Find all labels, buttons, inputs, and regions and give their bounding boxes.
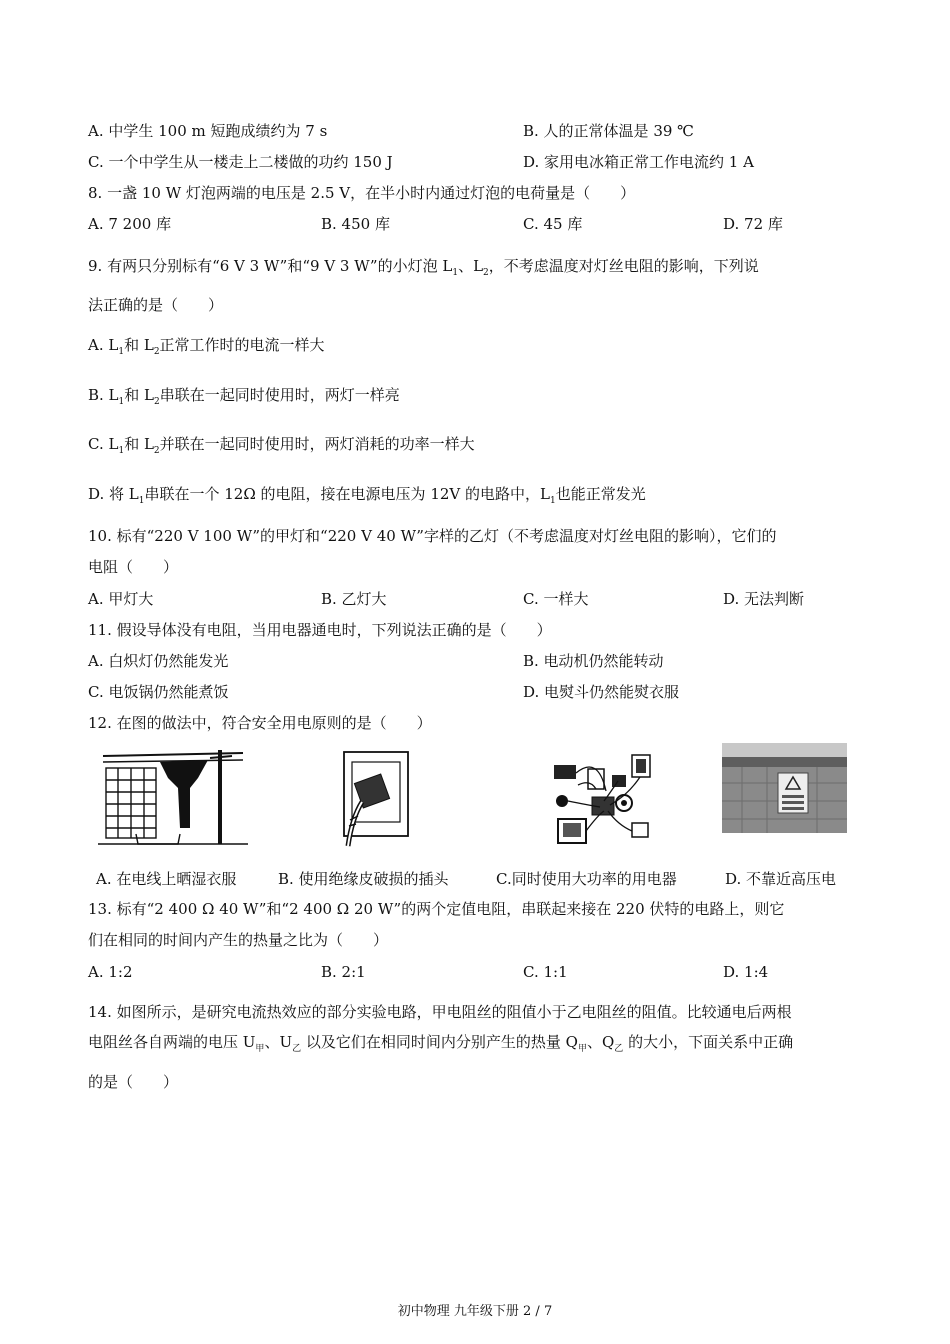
clothes-on-wire-figure (98, 748, 248, 848)
q7-option-d: D. 家用电冰箱正常工作电流约 1 A (523, 153, 754, 171)
q10-option-a: A. 甲灯大 (88, 590, 154, 608)
q9-stem: 9. 有两只分别标有“6 V 3 W”和“9 V 3 W”的小灯泡 $L_1$、$L_2$，不考虑温度对灯丝电阻的影响，下列说 (88, 257, 759, 278)
q13-option-a: A. 1:2 (88, 963, 133, 981)
q10-option-b: B. 乙灯大 (321, 590, 387, 608)
q11-option-d: D. 电熨斗仍然能熨衣服 (523, 683, 680, 701)
q8-option-a: A. 7 200 库 (88, 215, 172, 233)
page-footer: 初中物理 九年级下册 2 / 7 (397, 1304, 553, 1319)
q12-stem: 12. 在图的做法中，符合安全用电原则的是（ ） (88, 714, 432, 732)
q10-stem: 10. 标有“220 V 100 W”的甲灯和“220 V 40 W”字样的乙灯（不考虑温度对灯丝电阻的影响），它们的 (88, 527, 777, 545)
q10-option-d: D. 无法判断 (723, 590, 805, 608)
q13-option-b: B. 2:1 (321, 963, 366, 981)
q9-option-d: D. 将 $L_1$串联在一个 12Ω 的电阻，接在电源电压为 12V 的电路中，$L_1$也能正常发光 (88, 485, 646, 506)
q10-option-c: C. 一样大 (523, 590, 589, 608)
q9-option-c: C. $L_1$和 $L_2$并联在一起同时使用时，两灯消耗的功率一样大 (88, 435, 475, 456)
q14-stem: 14. 如图所示，是研究电流热效应的部分实验电路，甲电阻丝的阻值小于乙电阻丝的阻值。比较通电后两根 (88, 1003, 792, 1021)
q11-option-c: C. 电饭锅仍然能煮饭 (88, 683, 229, 701)
q11-stem: 11. 假设导体没有电阻，当用电器通电时，下列说法正确的是（ ） (88, 621, 552, 639)
q11-option-a: A. 白炽灯仍然能发光 (88, 652, 229, 670)
q7-option-b: B. 人的正常体温是 39 ℃ (523, 122, 694, 140)
q9-stem-cont: 法正确的是（ ） (88, 296, 224, 314)
q12-option-a: A. 在电线上晒湿衣服 (96, 870, 237, 888)
q12-option-d: D. 不靠近高压电 (725, 870, 837, 888)
q12-option-c: C.同时使用大功率的用电器 (496, 870, 677, 888)
q9-option-b: B. $L_1$和 $L_2$串联在一起同时使用时，两灯一样亮 (88, 386, 400, 407)
q14-stem-end: 的是（ ） (88, 1073, 179, 1091)
q10-stem-cont: 电阻（ ） (88, 558, 179, 576)
q13-option-d: D. 1:4 (723, 963, 769, 981)
q14-stem-cont: 电阻丝各自两端的电压 $U_甲$、$U_乙$ 以及它们在相同时间内分别产生的热量 $Q_甲$、$Q_乙$ 的大小，下面关系中正确 (88, 1033, 794, 1054)
q7-option-c: C. 一个中学生从一楼走上二楼做的功约 150 J (88, 153, 393, 171)
overloaded-appliances-figure (548, 745, 658, 850)
q7-option-a: A. 中学生 100 m 短跑成绩约为 7 s (88, 122, 328, 140)
q8-option-c: C. 45 库 (523, 215, 583, 233)
q13-stem-cont: 们在相同的时间内产生的热量之比为（ ） (88, 931, 389, 949)
q13-option-c: C. 1:1 (523, 963, 568, 981)
q13-stem: 13. 标有“2 400 Ω 40 W”和“2 400 Ω 20 W”的两个定值电阻，串联起来接在 220 伏特的电路上，则它 (88, 900, 785, 918)
q12-option-b: B. 使用绝缘皮破损的插头 (278, 870, 449, 888)
q11-option-b: B. 电动机仍然能转动 (523, 652, 664, 670)
q8-stem: 8. 一盏 10 W 灯泡两端的电压是 2.5 V，在半小时内通过灯泡的电荷量是（ ） (88, 184, 636, 202)
q8-option-b: B. 450 库 (321, 215, 390, 233)
high-voltage-sign-figure (722, 743, 847, 833)
q9-option-a: A. $L_1$和 $L_2$正常工作时的电流一样大 (88, 336, 325, 357)
q8-option-d: D. 72 库 (723, 215, 783, 233)
damaged-plug-figure (328, 748, 413, 848)
